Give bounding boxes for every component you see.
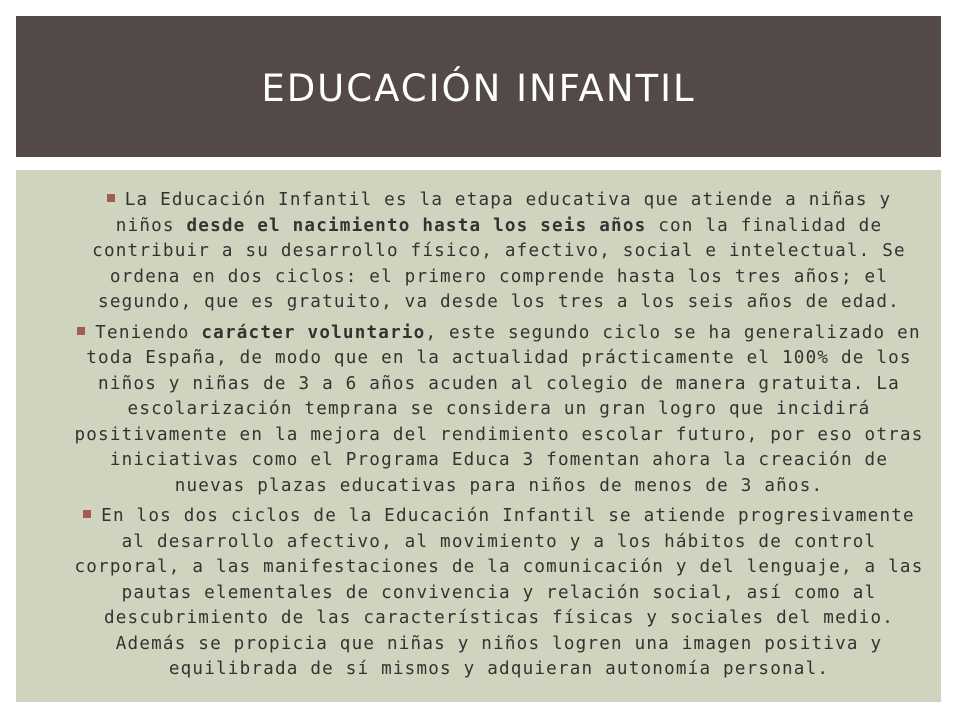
bullet-emphasis: carácter voluntario — [201, 322, 426, 343]
bullet-item — [74, 321, 924, 500]
bullet-text: Teniendo — [95, 322, 202, 343]
square-bullet-icon — [107, 194, 115, 202]
bullet-text: La Educación Infantil es la etapa educativa que atiende a niñas y niños — [115, 190, 892, 236]
bullet-list — [74, 188, 924, 688]
slide-title: EDUCACIÓN INFANTIL — [261, 67, 696, 110]
square-bullet-icon — [77, 327, 85, 335]
bullet-text: , este segundo ciclo se ha generalizado en toda España, de modo que en la actualidad prácticamente el 100% de los niños y niñas de 3 a 6 años acuden al colegio de manera gratuita. La escolarización temprana se considera un gran logro que incidirá positivamente en la mejora del rendimiento escolar futuro, por eso otras iniciativas como el Programa Educa 3 fomentan ahora la creación de nuevas plazas educativas para niños de menos de 3 años. — [74, 322, 924, 496]
square-bullet-icon — [83, 510, 91, 518]
bullet-text: con la finalidad de contribuir a su desarrollo físico, afectivo, social e intelectual. Se ordena en dos ciclos: el primero comprende hasta los tres años; el segundo, que es gratuito, va desde los tres a los seis años de edad. — [92, 215, 906, 312]
title-banner — [16, 16, 941, 157]
bullet-text: En los dos ciclos de la Educación Infantil se atiende progresivamente al desarrollo afectivo, al movimiento y a los hábitos de control corporal, a las manifestaciones de la comunicación y del lenguaje, a las pautas elementales de convivencia y relación social, así como al descubrimiento de las características físicas y sociales del medio. Además se propicia que niñas y niños logren una imagen positiva y equilibrada de sí mismos y adquieran autonomía personal. — [74, 506, 924, 679]
bullet-item — [74, 188, 924, 316]
bullet-emphasis: desde el nacimiento hasta los seis años — [186, 215, 647, 236]
content-panel — [16, 170, 941, 702]
bullet-item — [74, 504, 924, 683]
